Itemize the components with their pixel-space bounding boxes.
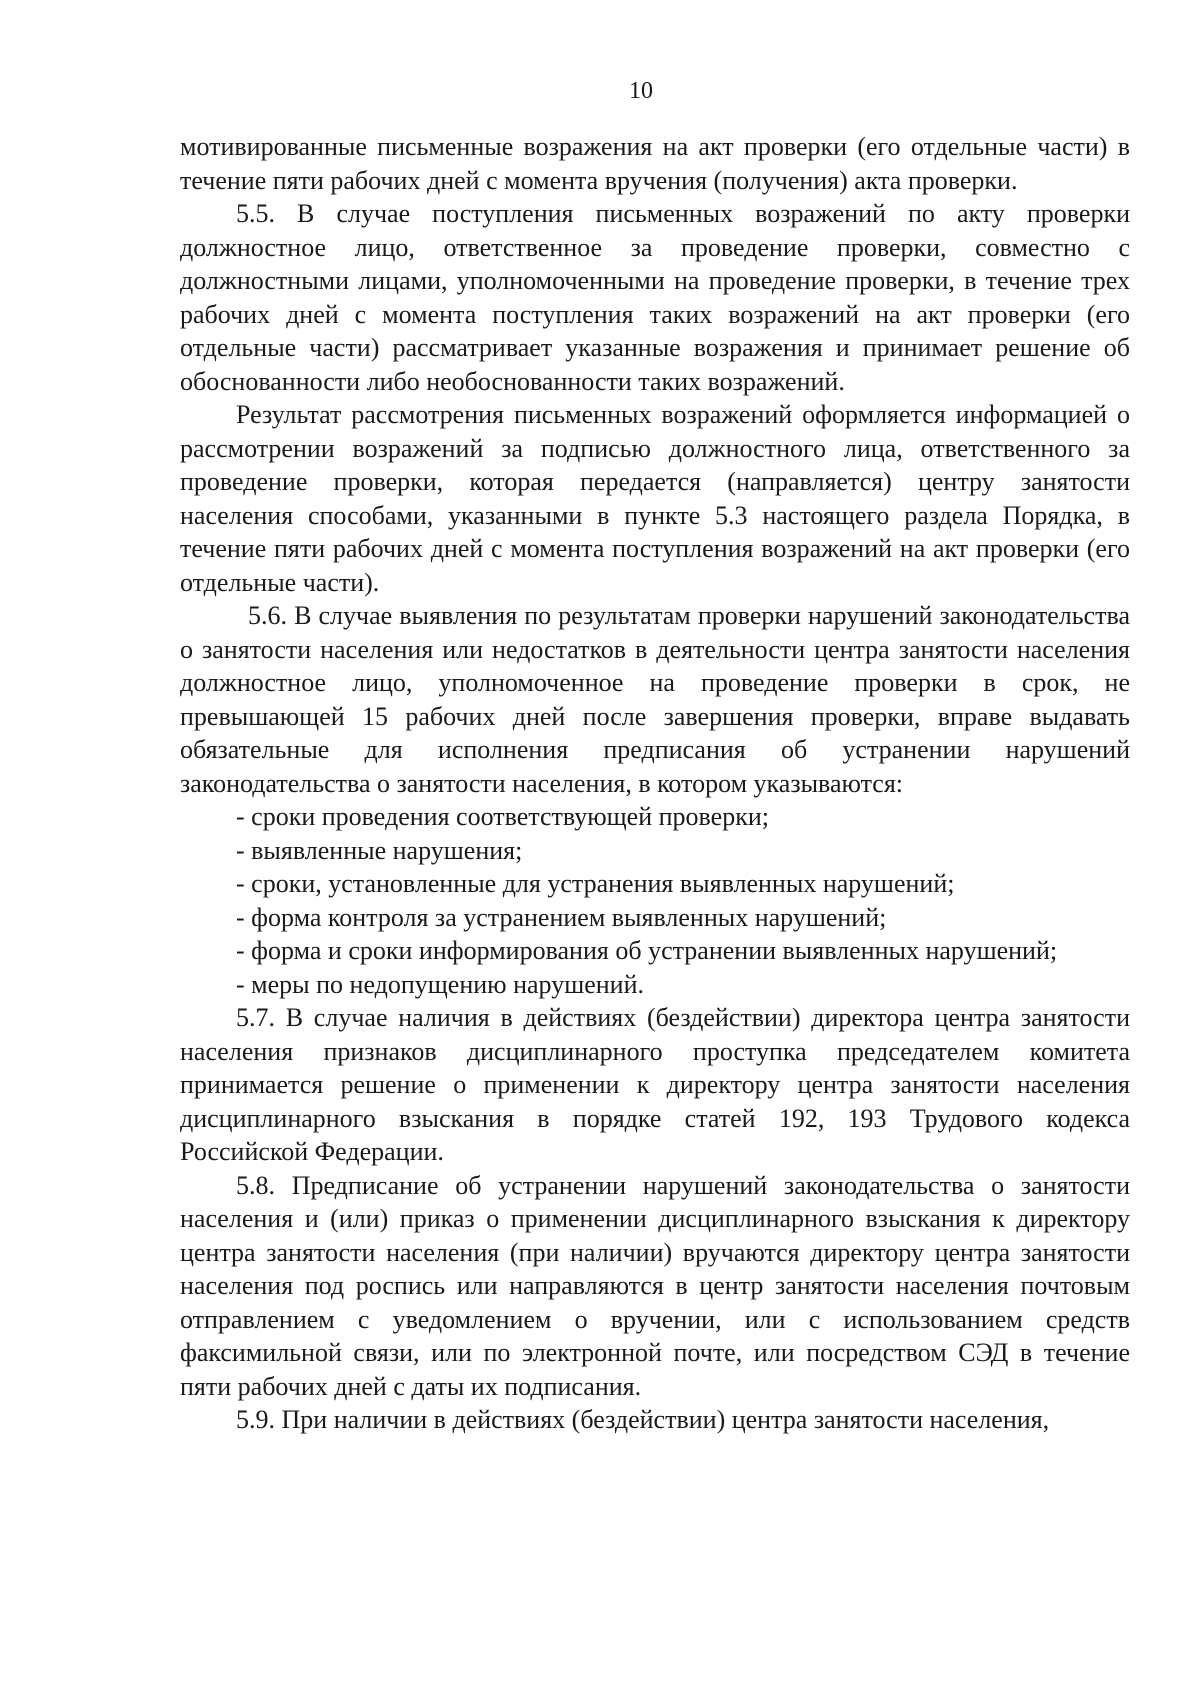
page-number: 10	[629, 78, 653, 104]
document-body	[180, 130, 1130, 1437]
list-item: - форма контроля за устранением выявленных нарушений;	[236, 902, 887, 932]
paragraph-objections-continued: мотивированные письменные возражения на акт проверки (его отдельные части) в течение пяти рабочих дней с момента вручения (получения) акта проверки.	[180, 132, 1130, 195]
paragraph-review-result: Результат рассмотрения письменных возражений оформляется информацией о рассмотрении возражений за подписью должностного лица, ответственного за проведение проверки, которая передается (направляется) центру занятости населения способами, указанными в пункте 5.3 настоящего раздела Порядка, в течение пяти рабочих дней с момента поступления возражений на акт проверки (его отдельные части).	[180, 400, 1130, 597]
list-item: - сроки проведения соответствующей проверки;	[236, 802, 769, 831]
paragraph-5-9: 5.9. При наличии в действиях (бездействии) центра занятости населения,	[236, 1405, 1050, 1434]
paragraph-5-6: 5.6. В случае выявления по результатам проверки нарушений законодательства о занятости населения или недостатков в деятельности центра занятости населения должностное лицо, уполномоченное на проведение проверки в срок, не превышающей 15 рабочих дней после завершения проверки, вправе выдавать обязательные для исполнения предписания об устранении нарушений законодательства о занятости населения, в котором указываются:	[180, 601, 1130, 798]
list-item: - меры по недопущению нарушений.	[236, 969, 645, 999]
list-item: - сроки, установленные для устранения выявленных нарушений;	[236, 869, 955, 898]
paragraph-5-5: 5.5. В случае поступления письменных возражений по акту проверки должностное лицо, ответственное за проведение проверки, совместно с должностными лицами, уполномоченными на проведение проверки, в течение трех рабочих дней с момента поступления таких возражений на акт проверки (его отдельные части) рассматривает указанные возражения и принимает решение об обоснованности либо необоснованности таких возражений.	[180, 199, 1130, 396]
paragraph-5-8: 5.8. Предписание об устранении нарушений законодательства о занятости населения и (или) приказ о применении дисциплинарного взыскания к директору центра занятости населения (при наличии) вручаются директору центра занятости населения под роспись или направляются в центр занятости населения почтовым отправлением с уведомлением о вручении, или с использованием средств факсимильной связи, или по электронной почте, или посредством СЭД в течение пяти рабочих дней с даты их подписания.	[180, 1170, 1130, 1401]
paragraph-5-7: 5.7. В случае наличия в действиях (бездействии) директора центра занятости населения признаков дисциплинарного проступка председателем комитета принимается решение о применении к директору центра занятости населения дисциплинарного взыскания в порядке статей 192, 193 Трудового кодекса Российской Федерации.	[180, 1003, 1130, 1166]
list-item: - выявленные нарушения;	[236, 835, 523, 865]
list-item: - форма и сроки информирования об устранении выявленных нарушений;	[236, 936, 1058, 965]
